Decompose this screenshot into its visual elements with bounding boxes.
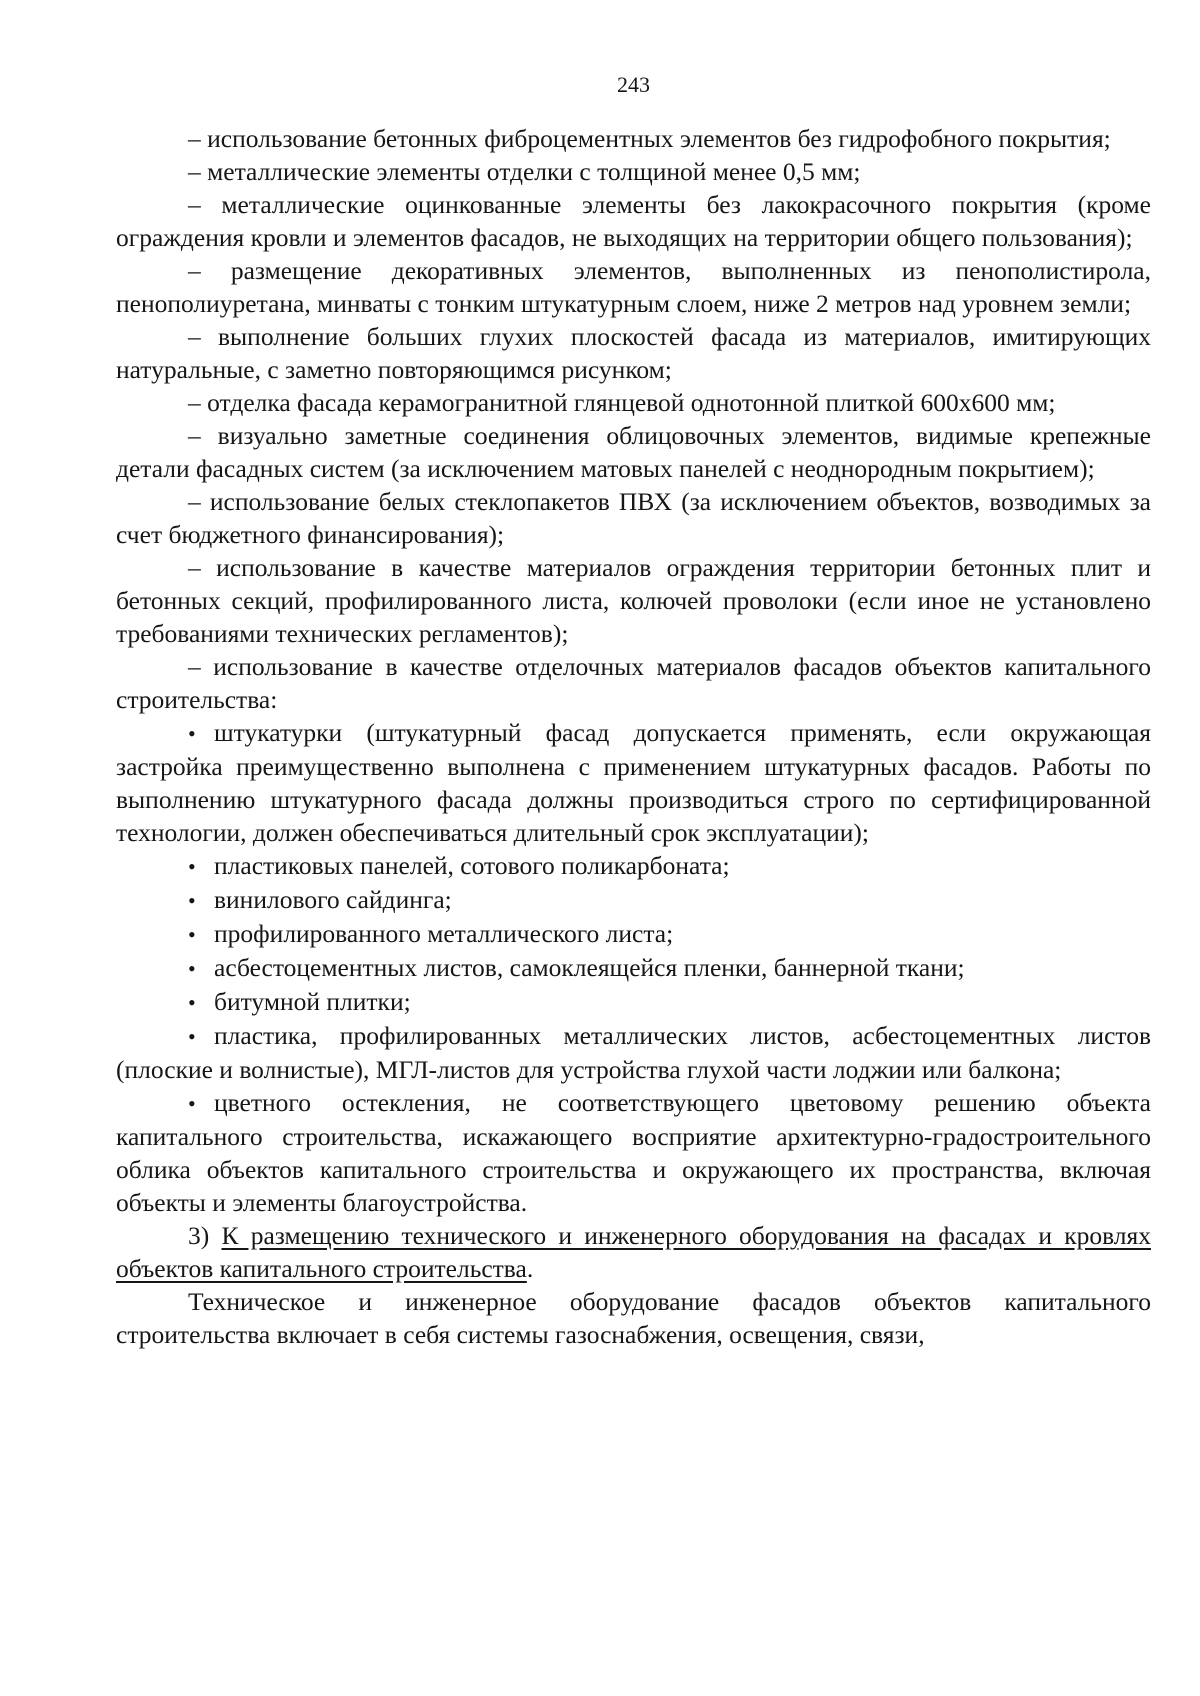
- bullet-item: [116, 951, 1151, 985]
- bullet-text: цветного остекления, не соответствующего цветовому решению объекта капитального строительства, искажающего восприятие архитектурно-градостроительного облика объектов капитального строительства и окружающего их пространства, включая объекты и элементы благоустройства.: [116, 1088, 1151, 1217]
- bullet-item: [116, 1019, 1151, 1086]
- list-item: – металлические элементы отделки с толщиной менее 0,5 мм;: [188, 157, 861, 186]
- list-item: – отделка фасада керамогранитной глянцевой однотонной плиткой 600х600 мм;: [188, 388, 1056, 417]
- document-page: [116, 70, 1151, 1351]
- section-heading-end: .: [526, 1254, 534, 1283]
- bullet-text: штукатурки (штукатурный фасад допускается применять, если окружающая застройка преимущественно выполнена с применением штукатурных фасадов. Работы по выполнению штукатурного фасада должны производиться строго по сертифицированной технологии, должен обеспечиваться длительный срок эксплуатации);: [116, 718, 1151, 847]
- bullet-text: асбестоцементных листов, самоклеящейся пленки, баннерной ткани;: [214, 953, 965, 982]
- list-item: – использование в качестве отделочных материалов фасадов объектов капитального строительства:: [116, 652, 1151, 714]
- list-item: – металлические оцинкованные элементы без лакокрасочного покрытия (кроме ограждения кровли и элементов фасадов, не выходящих на территории общего пользования);: [116, 190, 1151, 252]
- section-heading-text: К размещению технического и инженерного оборудования на фасадах и кровлях объектов капитального строительства: [116, 1221, 1151, 1283]
- list-item: – использование в качестве материалов ограждения территории бетонных плит и бетонных секций, профилированного листа, колючей проволоки (если иное не установлено требованиями технических регламентов);: [116, 553, 1151, 648]
- bullet-item: [116, 883, 1151, 917]
- bullet-text: профилированного металлического листа;: [214, 919, 674, 948]
- bullet-icon: •: [188, 854, 196, 879]
- section-number: 3): [188, 1221, 210, 1250]
- bullet-icon: •: [188, 721, 196, 746]
- section-heading: [116, 1219, 1151, 1285]
- list-item: – визуально заметные соединения облицовочных элементов, видимые крепежные детали фасадных систем (за исключением матовых панелей с неоднородным покрытием);: [116, 421, 1151, 483]
- list-item: – использование бетонных фиброцементных элементов без гидрофобного покрытия;: [188, 124, 1111, 153]
- bullet-item: [116, 1086, 1151, 1219]
- bullet-item: [116, 849, 1151, 883]
- list-item: – использование белых стеклопакетов ПВХ (за исключением объектов, возводимых за счет бюджетного финансирования);: [116, 487, 1151, 549]
- bullet-item: [116, 985, 1151, 1019]
- bullet-icon: •: [188, 922, 196, 947]
- bullet-text: битумной плитки;: [214, 987, 411, 1016]
- list-item: – выполнение больших глухих плоскостей фасада из материалов, имитирующих натуральные, с заметно повторяющимся рисунком;: [116, 322, 1151, 384]
- bullet-icon: •: [188, 888, 196, 913]
- bullet-item: [116, 716, 1151, 849]
- list-item: – размещение декоративных элементов, выполненных из пенополистирола, пенополиуретана, минваты с тонким штукатурным слоем, ниже 2 метров над уровнем земли;: [116, 256, 1151, 318]
- bullet-icon: •: [188, 990, 196, 1015]
- bullet-icon: •: [188, 1091, 196, 1116]
- closing-paragraph: Техническое и инженерное оборудование фасадов объектов капитального строительства включает в себя системы газоснабжения, освещения, связи,: [116, 1287, 1151, 1349]
- bullet-text: пластиковых панелей, сотового поликарбоната;: [214, 851, 730, 880]
- bullet-icon: •: [188, 956, 196, 981]
- bullet-text: пластика, профилированных металлических листов, асбестоцементных листов (плоские и волнистые), МГЛ-листов для устройства глухой части лоджии или балкона;: [116, 1021, 1151, 1084]
- bullet-icon: •: [188, 1024, 196, 1049]
- bullet-text: винилового сайдинга;: [214, 885, 452, 914]
- page-number: 243: [617, 72, 650, 97]
- bullet-item: [116, 917, 1151, 951]
